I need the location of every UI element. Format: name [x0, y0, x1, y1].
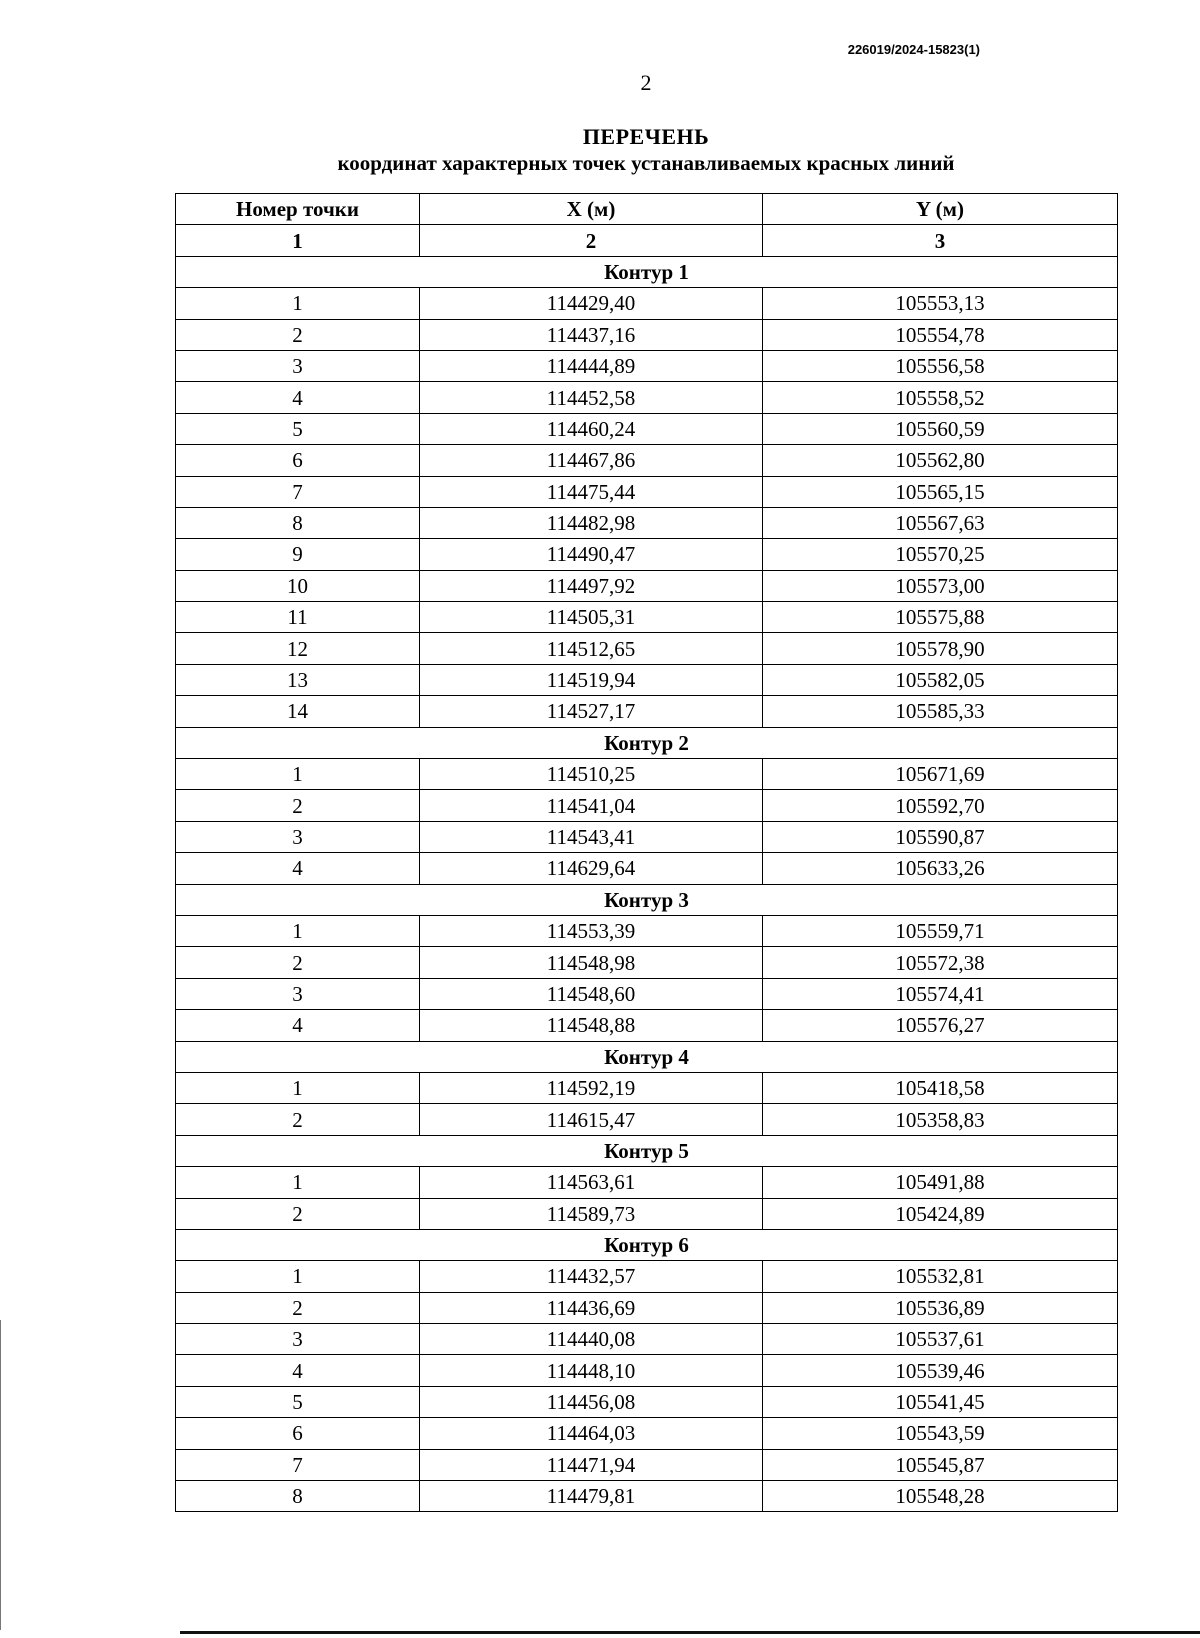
point-number-cell: 14 — [176, 696, 420, 727]
header-x: X (м) — [420, 194, 763, 225]
page-number: 2 — [640, 70, 652, 95]
x-coordinate-cell: 114592,19 — [420, 1072, 763, 1103]
column-numbers-row — [176, 225, 1118, 256]
point-number-cell: 2 — [176, 790, 420, 821]
table-row — [176, 821, 1118, 852]
y-coordinate-cell: 105671,69 — [763, 759, 1118, 790]
y-coordinate-cell: 105578,90 — [763, 633, 1118, 664]
x-coordinate-cell: 114479,81 — [420, 1481, 763, 1512]
point-number-cell: 8 — [176, 507, 420, 538]
point-number-cell: 4 — [176, 1355, 420, 1386]
table-row — [176, 382, 1118, 413]
point-number-cell: 7 — [176, 476, 420, 507]
y-coordinate-cell: 105537,61 — [763, 1324, 1118, 1355]
contour-title: Контур 6 — [176, 1229, 1118, 1260]
table-row — [176, 570, 1118, 601]
point-number-cell: 3 — [176, 821, 420, 852]
y-coordinate-cell: 105592,70 — [763, 790, 1118, 821]
point-number-cell: 1 — [176, 1072, 420, 1103]
point-number-cell: 10 — [176, 570, 420, 601]
y-coordinate-cell: 105539,46 — [763, 1355, 1118, 1386]
table-row — [176, 445, 1118, 476]
y-coordinate-cell: 105585,33 — [763, 696, 1118, 727]
point-number-cell: 2 — [176, 1104, 420, 1135]
table-row — [176, 1324, 1118, 1355]
table-row — [176, 1072, 1118, 1103]
point-number-cell: 2 — [176, 1292, 420, 1323]
y-coordinate-cell: 105562,80 — [763, 445, 1118, 476]
table-row — [176, 759, 1118, 790]
x-coordinate-cell: 114541,04 — [420, 790, 763, 821]
y-coordinate-cell: 105576,27 — [763, 1010, 1118, 1041]
table-row — [176, 1386, 1118, 1417]
document-subtitle: координат характерных точек устанавливаемых красных линий — [337, 151, 955, 175]
y-coordinate-cell: 105541,45 — [763, 1386, 1118, 1417]
x-coordinate-cell: 114548,98 — [420, 947, 763, 978]
y-coordinate-cell: 105575,88 — [763, 602, 1118, 633]
x-coordinate-cell: 114444,89 — [420, 350, 763, 381]
point-number-cell: 1 — [176, 759, 420, 790]
table-row — [176, 1167, 1118, 1198]
y-coordinate-cell: 105543,59 — [763, 1418, 1118, 1449]
contour-header-row — [176, 884, 1118, 915]
x-coordinate-cell: 114456,08 — [420, 1386, 763, 1417]
point-number-cell: 8 — [176, 1481, 420, 1512]
table-row — [176, 602, 1118, 633]
x-coordinate-cell: 114527,17 — [420, 696, 763, 727]
table-row — [176, 696, 1118, 727]
header-y: Y (м) — [763, 194, 1118, 225]
table-row — [176, 288, 1118, 319]
y-coordinate-cell: 105582,05 — [763, 664, 1118, 695]
y-coordinate-cell: 105590,87 — [763, 821, 1118, 852]
column-number: 2 — [420, 225, 763, 256]
point-number-cell: 2 — [176, 319, 420, 350]
point-number-cell: 4 — [176, 1010, 420, 1041]
table-row — [176, 350, 1118, 381]
point-number-cell: 6 — [176, 1418, 420, 1449]
y-coordinate-cell: 105558,52 — [763, 382, 1118, 413]
document-id: 226019/2024-15823(1) — [847, 42, 980, 57]
y-coordinate-cell: 105554,78 — [763, 319, 1118, 350]
point-number-cell: 1 — [176, 288, 420, 319]
contour-header-row — [176, 256, 1118, 287]
bottom-scan-edge — [180, 1631, 1200, 1634]
table-row — [176, 664, 1118, 695]
x-coordinate-cell: 114548,60 — [420, 978, 763, 1009]
contour-header-row — [176, 727, 1118, 758]
table-body — [176, 256, 1118, 1512]
table-row — [176, 1355, 1118, 1386]
table-row — [176, 1481, 1118, 1512]
x-coordinate-cell: 114482,98 — [420, 507, 763, 538]
y-coordinate-cell: 105567,63 — [763, 507, 1118, 538]
table-row — [176, 413, 1118, 444]
x-coordinate-cell: 114505,31 — [420, 602, 763, 633]
y-coordinate-cell: 105572,38 — [763, 947, 1118, 978]
x-coordinate-cell: 114629,64 — [420, 853, 763, 884]
y-coordinate-cell: 105565,15 — [763, 476, 1118, 507]
point-number-cell: 9 — [176, 539, 420, 570]
x-coordinate-cell: 114512,65 — [420, 633, 763, 664]
y-coordinate-cell: 105491,88 — [763, 1167, 1118, 1198]
scan-edge-mark — [0, 1320, 1, 1630]
x-coordinate-cell: 114510,25 — [420, 759, 763, 790]
y-coordinate-cell: 105545,87 — [763, 1449, 1118, 1480]
y-coordinate-cell: 105418,58 — [763, 1072, 1118, 1103]
contour-title: Контур 3 — [176, 884, 1118, 915]
table-row — [176, 853, 1118, 884]
x-coordinate-cell: 114464,03 — [420, 1418, 763, 1449]
y-coordinate-cell: 105573,00 — [763, 570, 1118, 601]
contour-title: Контур 1 — [176, 256, 1118, 287]
x-coordinate-cell: 114497,92 — [420, 570, 763, 601]
coordinates-table — [175, 193, 1118, 1512]
x-coordinate-cell: 114440,08 — [420, 1324, 763, 1355]
column-number: 3 — [763, 225, 1118, 256]
document-title: ПЕРЕЧЕНЬ — [582, 124, 710, 149]
table-row — [176, 1261, 1118, 1292]
point-number-cell: 5 — [176, 413, 420, 444]
x-coordinate-cell: 114615,47 — [420, 1104, 763, 1135]
table-row — [176, 319, 1118, 350]
point-number-cell: 12 — [176, 633, 420, 664]
point-number-cell: 13 — [176, 664, 420, 695]
y-coordinate-cell: 105556,58 — [763, 350, 1118, 381]
y-coordinate-cell: 105560,59 — [763, 413, 1118, 444]
y-coordinate-cell: 105548,28 — [763, 1481, 1118, 1512]
y-coordinate-cell: 105532,81 — [763, 1261, 1118, 1292]
point-number-cell: 4 — [176, 853, 420, 884]
header-point-number: Номер точки — [176, 194, 420, 225]
point-number-cell: 1 — [176, 1167, 420, 1198]
y-coordinate-cell: 105574,41 — [763, 978, 1118, 1009]
contour-header-row — [176, 1135, 1118, 1166]
point-number-cell: 7 — [176, 1449, 420, 1480]
point-number-cell: 11 — [176, 602, 420, 633]
point-number-cell: 3 — [176, 350, 420, 381]
table-row — [176, 633, 1118, 664]
table-row — [176, 539, 1118, 570]
table-row — [176, 915, 1118, 946]
x-coordinate-cell: 114490,47 — [420, 539, 763, 570]
x-coordinate-cell: 114563,61 — [420, 1167, 763, 1198]
point-number-cell: 2 — [176, 1198, 420, 1229]
x-coordinate-cell: 114589,73 — [420, 1198, 763, 1229]
table-row — [176, 1198, 1118, 1229]
table-row — [176, 507, 1118, 538]
table-row — [176, 476, 1118, 507]
x-coordinate-cell: 114519,94 — [420, 664, 763, 695]
y-coordinate-cell: 105536,89 — [763, 1292, 1118, 1323]
point-number-cell: 1 — [176, 915, 420, 946]
table-row — [176, 1449, 1118, 1480]
table-row — [176, 1010, 1118, 1041]
table-row — [176, 1104, 1118, 1135]
y-coordinate-cell: 105358,83 — [763, 1104, 1118, 1135]
point-number-cell: 6 — [176, 445, 420, 476]
point-number-cell: 3 — [176, 978, 420, 1009]
y-coordinate-cell: 105633,26 — [763, 853, 1118, 884]
column-number: 1 — [176, 225, 420, 256]
y-coordinate-cell: 105570,25 — [763, 539, 1118, 570]
contour-title: Контур 5 — [176, 1135, 1118, 1166]
point-number-cell: 5 — [176, 1386, 420, 1417]
x-coordinate-cell: 114460,24 — [420, 413, 763, 444]
x-coordinate-cell: 114471,94 — [420, 1449, 763, 1480]
point-number-cell: 2 — [176, 947, 420, 978]
point-number-cell: 3 — [176, 1324, 420, 1355]
contour-header-row — [176, 1229, 1118, 1260]
contour-title: Контур 2 — [176, 727, 1118, 758]
x-coordinate-cell: 114475,44 — [420, 476, 763, 507]
x-coordinate-cell: 114548,88 — [420, 1010, 763, 1041]
y-coordinate-cell: 105553,13 — [763, 288, 1118, 319]
table-header-row — [176, 194, 1118, 225]
table-row — [176, 790, 1118, 821]
table-row — [176, 1292, 1118, 1323]
x-coordinate-cell: 114553,39 — [420, 915, 763, 946]
x-coordinate-cell: 114448,10 — [420, 1355, 763, 1386]
contour-title: Контур 4 — [176, 1041, 1118, 1072]
point-number-cell: 1 — [176, 1261, 420, 1292]
x-coordinate-cell: 114467,86 — [420, 445, 763, 476]
x-coordinate-cell: 114452,58 — [420, 382, 763, 413]
point-number-cell: 4 — [176, 382, 420, 413]
table-row — [176, 978, 1118, 1009]
y-coordinate-cell: 105424,89 — [763, 1198, 1118, 1229]
contour-header-row — [176, 1041, 1118, 1072]
table-row — [176, 947, 1118, 978]
x-coordinate-cell: 114429,40 — [420, 288, 763, 319]
y-coordinate-cell: 105559,71 — [763, 915, 1118, 946]
x-coordinate-cell: 114543,41 — [420, 821, 763, 852]
x-coordinate-cell: 114436,69 — [420, 1292, 763, 1323]
x-coordinate-cell: 114432,57 — [420, 1261, 763, 1292]
x-coordinate-cell: 114437,16 — [420, 319, 763, 350]
table-row — [176, 1418, 1118, 1449]
